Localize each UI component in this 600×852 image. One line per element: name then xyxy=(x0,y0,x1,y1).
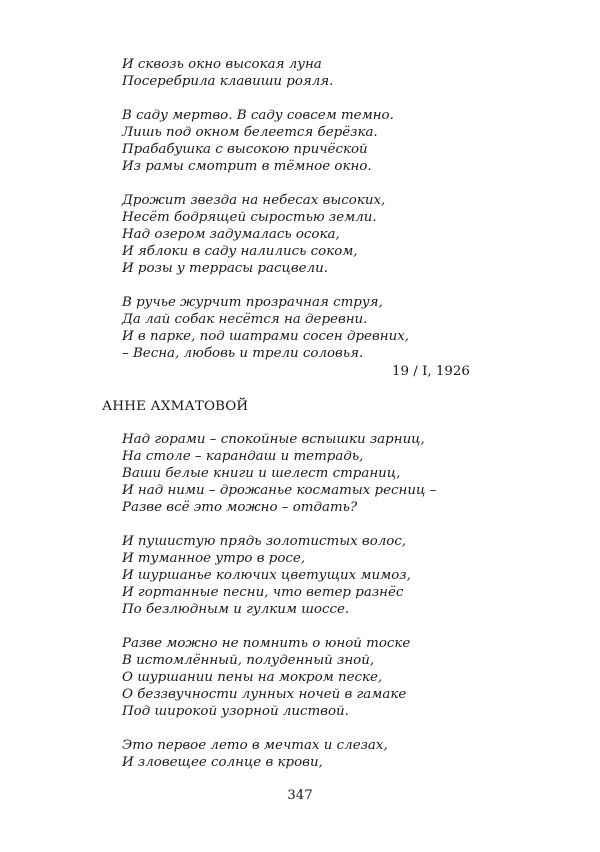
poem-line: И зловещее солнце в крови, xyxy=(122,755,323,770)
poem-line: Несёт бодрящей сыростью земли. xyxy=(122,210,377,225)
poem-line: Лишь под окном белеется берёзка. xyxy=(122,125,378,140)
poem-line: – Весна, любовь и трели соловья. xyxy=(122,346,364,361)
poem-line: В саду мертво. В саду совсем темно. xyxy=(122,108,394,123)
stanza xyxy=(122,192,409,277)
poem-line: И сквозь окно высокая луна xyxy=(122,57,322,72)
poem-line: На столе – карандаш и тетрадь, xyxy=(122,449,364,464)
poem-line: Дрожит звезда на небесах высоких, xyxy=(122,193,386,208)
poem-line: И пушистую прядь золотистых волос, xyxy=(122,534,407,549)
poem-line: Под широкой узорной листвой. xyxy=(122,704,349,719)
poem-line: И туманное утро в росе, xyxy=(122,551,306,566)
poem-line: Разве всё это можно – отдать? xyxy=(122,500,358,515)
stanza xyxy=(122,533,436,618)
poem-date: 19 / I, 1926 xyxy=(392,364,470,379)
poem-line: И гортанные песни, что ветер разнёс xyxy=(122,585,404,600)
poem-line: Посеребрила клавиши рояля. xyxy=(122,74,334,89)
poem-line: О шуршании пены на мокром песке, xyxy=(122,670,383,685)
poem-line: И розы у террасы расцвели. xyxy=(122,261,328,276)
poem-line: О беззвучности лунных ночей в гамаке xyxy=(122,687,407,702)
stanza xyxy=(122,107,409,175)
stanza xyxy=(122,635,436,720)
poem-line: Над озером задумалась осока, xyxy=(122,227,340,242)
poem-line: В истомлённый, полуденный зной, xyxy=(122,653,375,668)
poem-line: Из рамы смотрит в тёмное окно. xyxy=(122,159,372,174)
poem-continuation xyxy=(122,56,409,379)
poem-line: Разве можно не помнить о юной тоске xyxy=(122,636,411,651)
poem-line: Ваши белые книги и шелест страниц, xyxy=(122,466,401,481)
poem-line: По безлюдным и гулким шоссе. xyxy=(122,602,350,617)
stanza xyxy=(122,737,436,771)
poem-line: Да лай собак несётся на деревни. xyxy=(122,312,368,327)
poem-title: АННЕ АХМАТОВОЙ xyxy=(102,399,249,414)
poem-line: И в парке, под шатрами сосен древних, xyxy=(122,329,410,344)
poem-line: В ручье журчит прозрачная струя, xyxy=(122,295,383,310)
poem-line: И шуршанье колючих цветущих мимоз, xyxy=(122,568,411,583)
poem-line: И над ними – дрожанье косматых ресниц – xyxy=(122,483,437,498)
poem-line: И яблоки в саду налились соком, xyxy=(122,244,358,259)
page-number: 347 xyxy=(287,788,313,803)
poem-line: Это первое лето в мечтах и слезах, xyxy=(122,738,388,753)
poem-line: Над горами – спокойные вспышки зарниц, xyxy=(122,432,425,447)
poem-body xyxy=(122,431,436,788)
stanza xyxy=(122,56,409,90)
poem-line: Прабабушка с высокою причёской xyxy=(122,142,368,157)
stanza xyxy=(122,431,436,516)
stanza xyxy=(122,294,409,362)
